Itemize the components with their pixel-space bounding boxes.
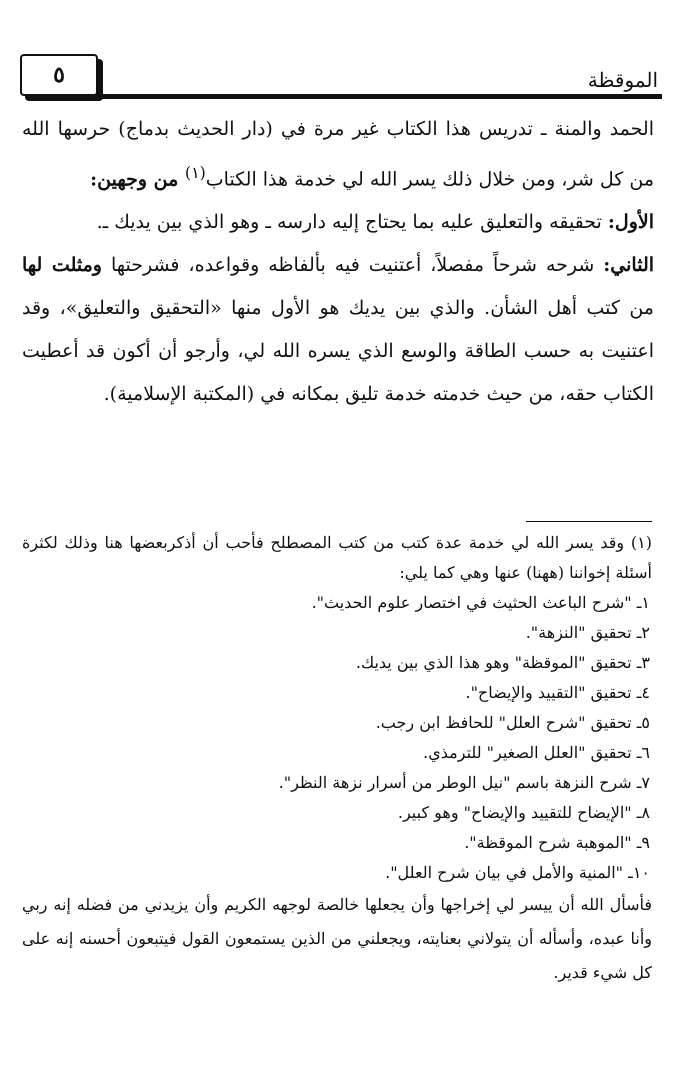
list-item: ٢ـ تحقيق "النزهة". <box>525 623 650 642</box>
footnote-intro: (١) وقد يسر الله لي خدمة عدة كتب من كتب المصطلح فأحب أن أذكربعضها هنا وذلك لكثرة أسئلة إخواننا (ههنا) عنها وهي كما يلي: <box>22 533 652 582</box>
footnote-separator <box>526 521 652 522</box>
page-number-box <box>20 54 98 96</box>
list-item: ١ـ "شرح الباعث الحثيث في اختصار علوم الحديث". <box>311 593 650 612</box>
paragraph-first: الأول: تحقيقه والتعليق عليه بما يحتاج إليه دارسه ـ وهو الذي بين يديك ـ. <box>96 211 654 234</box>
second-label: الثاني: <box>603 254 655 277</box>
paragraph-second: الثاني: شرحه شرحاً مفصلاً، أعتنيت فيه بألفاظه وقواعده، فشرحتها ومثلت لها من كتب أهل الشأن. والذي بين يديك هو الأول منها «التحقيق والتعليق»، وقد اعتنيت به حسب الطاقة والوسع الذي يسره الله لي، وأرجو أن أكون قد أعطيت الكتاب حقه، من حيث خدمته خدمة تليق بمكانه في (المكتبة الإسلامية). <box>22 254 655 406</box>
paragraph-intro: الحمد والمنة ـ تدريس هذا الكتاب غير مرة في (دار الحديث بدماج) حرسها الله من كل شر، ومن خلال ذلك يسر الله لي خدمة هذا الكتاب$^{(١)}$ من وجهين: <box>22 118 654 191</box>
footnote-marker: (١) <box>184 163 206 182</box>
first-label: الأول: <box>607 211 654 234</box>
page-header <box>18 52 662 102</box>
list-item: ٤ـ تحقيق "التقييد والإيضاح". <box>465 683 650 702</box>
main-text <box>22 108 654 416</box>
running-title: الموقظة <box>587 68 658 92</box>
list-item: ٦ـ تحقيق "العلل الصغير" للترمذي. <box>423 743 650 762</box>
footnote-list <box>22 588 652 888</box>
list-item: ٩ـ "الموهبة شرح الموقظة". <box>464 833 650 852</box>
list-item: ٣ـ تحقيق "الموقظة" وهو هذا الذي بين يديك. <box>355 653 650 672</box>
list-item: ٧ـ شرح النزهة باسم "نيل الوطر من أسرار نزهة النظر". <box>278 773 650 792</box>
list-item: ٥ـ تحقيق "شرح العلل" للحافظ ابن رجب. <box>375 713 650 732</box>
footnotes <box>22 528 652 990</box>
list-item: ٨ـ "الإيضاح للتقييد والإيضاح" وهو كبير. <box>397 803 650 822</box>
page-number: ٥ <box>53 62 65 88</box>
list-item: ١٠ـ "المنية والأمل في بيان شرح العلل". <box>385 863 650 882</box>
header-rule <box>102 94 662 99</box>
footnote-closing: فأسأل الله أن ييسر لي إخراجها وأن يجعلها خالصة لوجهه الكريم وأن يزيدني من فضله إنه ربي وأنا عبده، وأسأله أن يتولاني بعنايته، ويجعلني من الذين يستمعون القول فيتبعون أحسنه إنه على كل شيء قدير. <box>22 895 652 982</box>
